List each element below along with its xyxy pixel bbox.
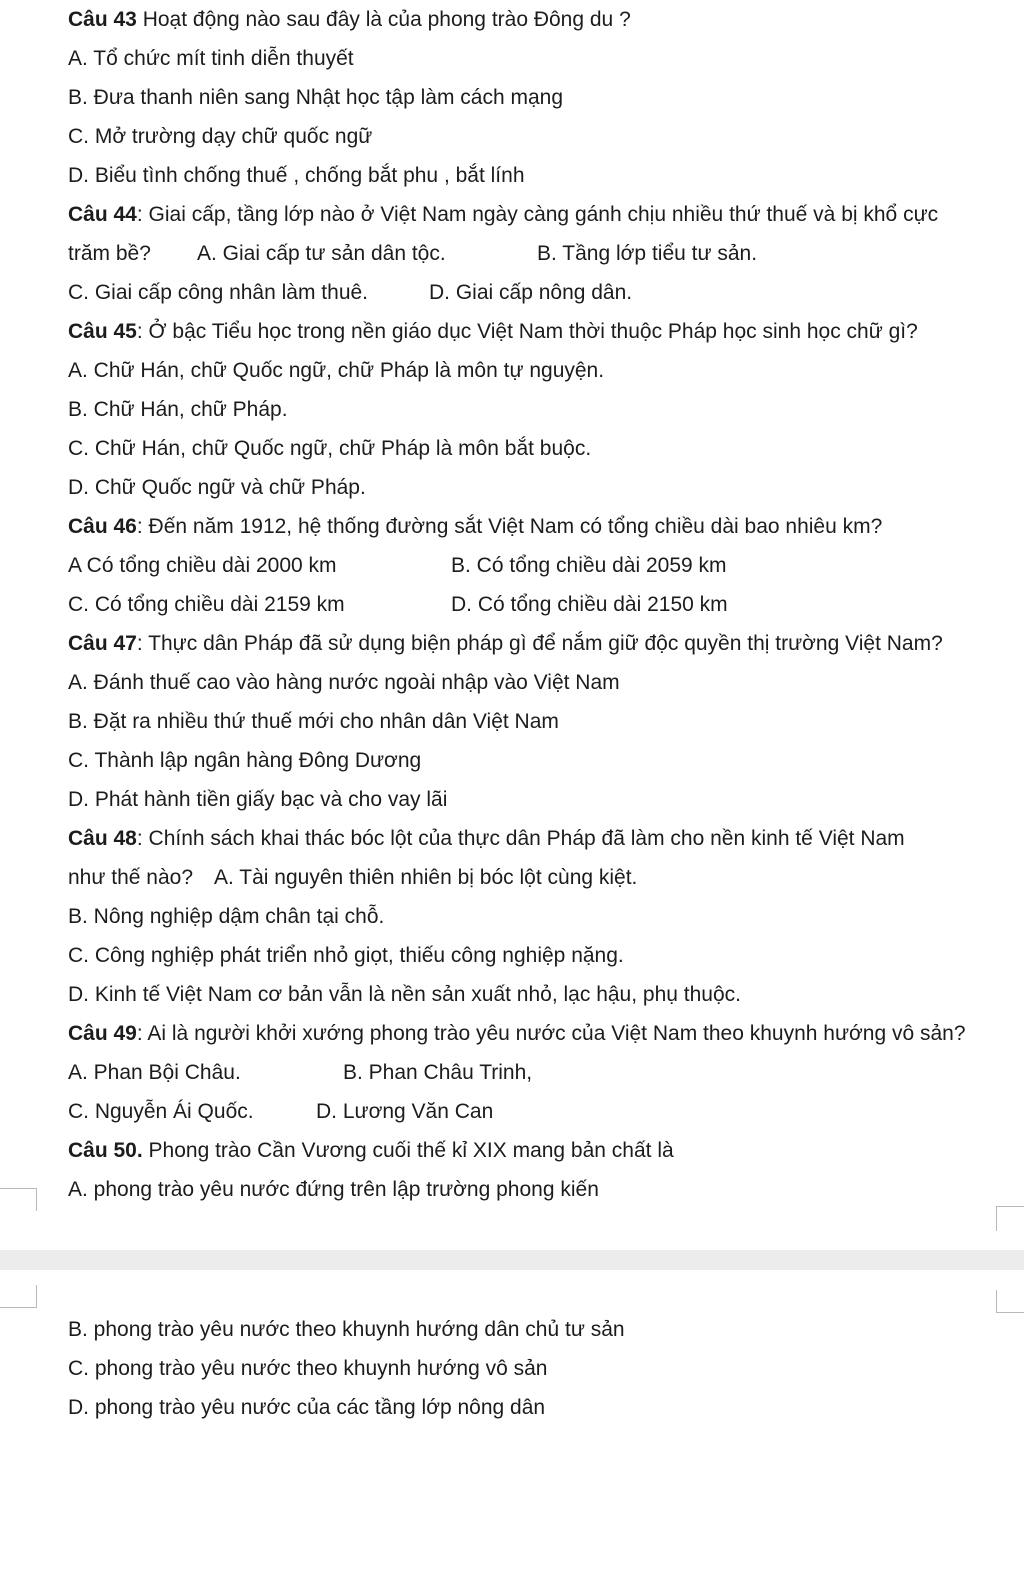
option-text: C. Thành lập ngân hàng Đông Dương (68, 749, 422, 772)
question-50-stem (68, 1138, 674, 1164)
question-46-stem (68, 514, 882, 540)
option-text: D. Biểu tình chống thuế , chống bắt phu , bắt lính (68, 164, 525, 187)
option-text: B. Đặt ra nhiều thứ thuế mới cho nhân dân Việt Nam (68, 710, 559, 733)
option-text: B. Chữ Hán, chữ Pháp. (68, 398, 288, 421)
option-d: D. Lương Văn Can (316, 1100, 494, 1123)
question-label: Câu 46 (68, 515, 137, 538)
option-text: C. Chữ Hán, chữ Quốc ngữ, chữ Pháp là môn bắt buộc. (68, 437, 592, 460)
crop-mark-bottom-right (996, 1290, 1024, 1313)
option-c: C. Giai cấp công nhân làm thuê. (68, 281, 369, 304)
option-b: B. Tầng lớp tiểu tư sản. (537, 242, 758, 265)
question-text: như thế nào? (68, 866, 193, 889)
question-47-option-c (68, 748, 421, 774)
question-label: Câu 44 (68, 203, 137, 226)
question-43-option-b (68, 85, 563, 111)
question-49-stem (68, 1021, 966, 1047)
question-text: : Đến năm 1912, hệ thống đường sắt Việt Nam có tổng chiều dài bao nhiêu km? (136, 515, 883, 538)
question-44-stem (68, 202, 938, 228)
question-47-option-b (68, 709, 559, 735)
question-47-option-a (68, 670, 620, 696)
option-text: B. phong trào yêu nước theo khuynh hướng dân chủ tư sản (68, 1318, 625, 1341)
option-text: B. Đưa thanh niên sang Nhật học tập làm cách mạng (68, 86, 564, 109)
question-44-line-3 (68, 280, 632, 306)
question-text: Phong trào Cần Vương cuối thế kỉ XIX mang bản chất là (142, 1139, 674, 1162)
option-text: D. Kinh tế Việt Nam cơ bản vẫn là nền sản xuất nhỏ, lạc hậu, phụ thuộc. (68, 983, 741, 1006)
question-45-option-d (68, 475, 366, 501)
option-a: A. Giai cấp tư sản dân tộc. (197, 242, 446, 265)
question-label: Câu 43 (68, 8, 137, 31)
option-b: B. Phan Châu Trinh, (343, 1061, 533, 1084)
option-d: D. Giai cấp nông dân. (429, 281, 633, 304)
question-50-option-d (68, 1395, 545, 1421)
question-label: Câu 50. (68, 1139, 143, 1162)
question-46-options-ab (68, 553, 727, 579)
question-43-stem (68, 7, 631, 33)
question-47-stem (68, 631, 943, 657)
option-text: D. phong trào yêu nước của các tầng lớp nông dân (68, 1396, 546, 1419)
option-a: A. Phan Bội Châu. (68, 1061, 241, 1084)
question-45-option-b (68, 397, 288, 423)
question-48-option-b (68, 904, 384, 930)
question-48-option-d (68, 982, 741, 1008)
question-text: Hoạt động nào sau đây là của phong trào Đông du ? (136, 8, 631, 31)
question-text: : Chính sách khai thác bóc lột của thực dân Pháp đã làm cho nền kinh tế Việt Nam (136, 827, 905, 850)
question-49-options-cd (68, 1099, 493, 1125)
question-label: Câu 49 (68, 1022, 137, 1045)
question-text: : Thực dân Pháp đã sử dụng biện pháp gì để nắm giữ độc quyền thị trường Việt Nam? (136, 632, 943, 655)
question-text: : Ai là người khởi xướng phong trào yêu nước của Việt Nam theo khuynh hướng vô sản? (136, 1022, 966, 1045)
option-text: D. Chữ Quốc ngữ và chữ Pháp. (68, 476, 366, 499)
question-label: Câu 48 (68, 827, 137, 850)
question-48-stem (68, 826, 905, 852)
option-text: A. Đánh thuế cao vào hàng nước ngoài nhập vào Việt Nam (68, 671, 620, 694)
question-48-option-c (68, 943, 624, 969)
question-45-option-a (68, 358, 604, 384)
option-b: B. Có tổng chiều dài 2059 km (451, 554, 727, 577)
question-43-option-a (68, 46, 354, 72)
option-text: D. Phát hành tiền giấy bạc và cho vay lãi (68, 788, 448, 811)
option-a: A. Tài nguyên thiên nhiên bị bóc lột cùng kiệt. (214, 866, 638, 889)
question-50-option-c (68, 1356, 547, 1382)
question-50-option-a (68, 1177, 599, 1203)
option-text: C. Công nghiệp phát triển nhỏ giọt, thiếu công nghiệp nặng. (68, 944, 624, 967)
question-48-line-2 (68, 865, 637, 891)
question-45-stem (68, 319, 918, 345)
question-text: trăm bề? (68, 242, 151, 265)
option-text: B. Nông nghiệp dậm chân tại chỗ. (68, 905, 385, 928)
option-a: A Có tổng chiều dài 2000 km (68, 554, 337, 577)
question-text: : Giai cấp, tầng lớp nào ở Việt Nam ngày càng gánh chịu nhiều thứ thuế và bị khổ cực (136, 203, 939, 226)
question-46-options-cd (68, 592, 728, 618)
question-43-option-d (68, 163, 525, 189)
option-c: C. Có tổng chiều dài 2159 km (68, 593, 345, 616)
page-break (0, 1250, 1024, 1270)
question-47-option-d (68, 787, 447, 813)
question-text: : Ở bậc Tiểu học trong nền giáo dục Việt Nam thời thuộc Pháp học sinh học chữ gì? (136, 320, 918, 343)
crop-mark-top-left (0, 1188, 37, 1211)
option-text: C. phong trào yêu nước theo khuynh hướng vô sản (68, 1357, 548, 1380)
question-49-options-ab (68, 1060, 532, 1086)
option-text: A. Tổ chức mít tinh diễn thuyết (68, 47, 354, 70)
question-label: Câu 47 (68, 632, 137, 655)
question-45-option-c (68, 436, 591, 462)
option-text: A. Chữ Hán, chữ Quốc ngữ, chữ Pháp là môn tự nguyện. (68, 359, 605, 382)
option-text: A. phong trào yêu nước đứng trên lập trường phong kiến (68, 1178, 599, 1201)
option-d: D. Có tổng chiều dài 2150 km (451, 593, 728, 616)
crop-mark-bottom-left (0, 1285, 37, 1308)
question-50-option-b (68, 1317, 625, 1343)
question-label: Câu 45 (68, 320, 137, 343)
question-43-option-c (68, 124, 372, 150)
crop-mark-top-right (996, 1206, 1024, 1231)
question-44-line-2 (68, 241, 757, 267)
option-text: C. Mở trường dạy chữ quốc ngữ (68, 125, 373, 148)
option-c: C. Nguyễn Ái Quốc. (68, 1100, 254, 1123)
